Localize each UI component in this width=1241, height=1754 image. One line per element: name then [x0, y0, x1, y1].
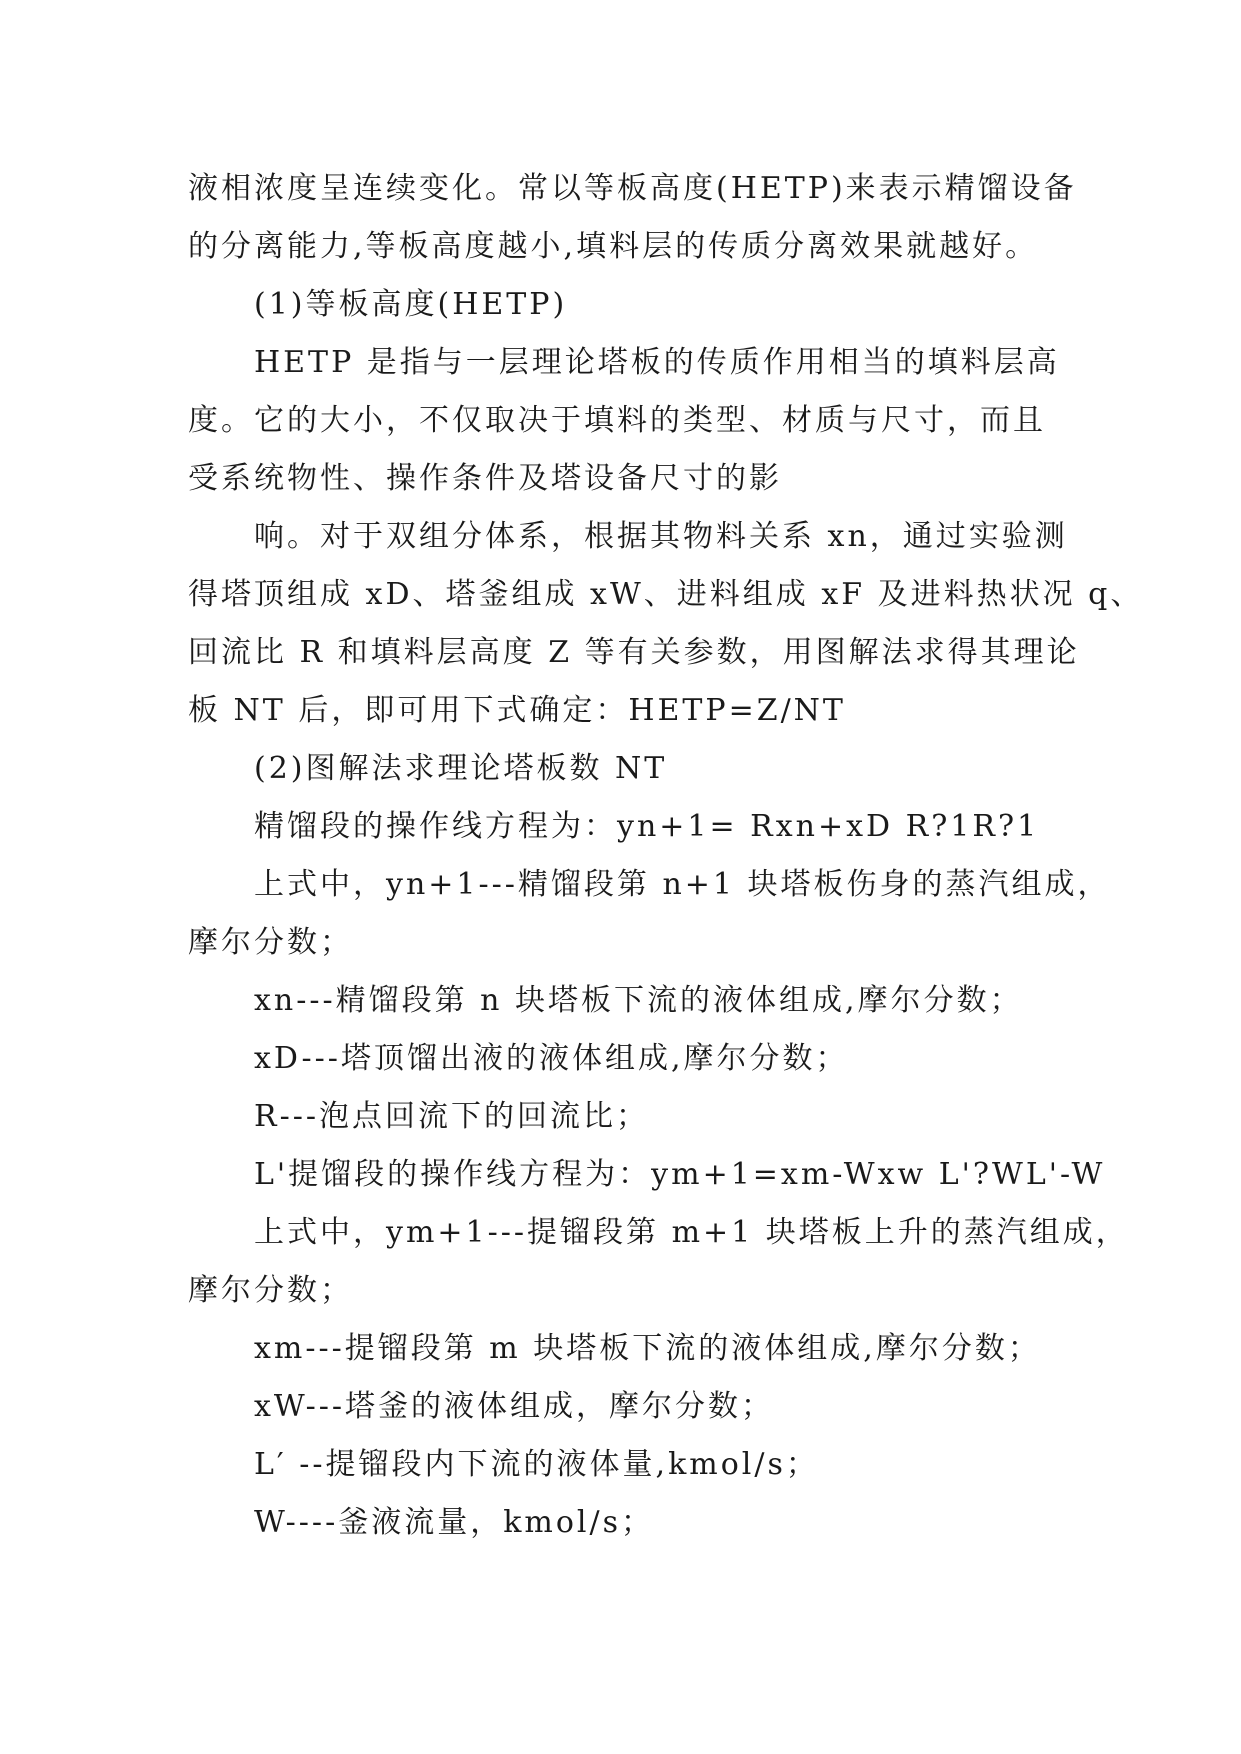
text-line: xD---塔顶馏出液的液体组成,摩尔分数； — [254, 1041, 849, 1076]
text-line: 得塔顶组成 xD、塔釜组成 xW、进料组成 xF 及进料热状况 q、 — [188, 577, 1144, 612]
text-line: 回流比 R 和填料层高度 Z 等有关参数，用图解法求得其理论 — [188, 635, 1080, 670]
text-line: HETP 是指与一层理论塔板的传质作用相当的填料层高 — [254, 345, 1060, 380]
text-line: 液相浓度呈连续变化。常以等板高度(HETP)来表示精馏设备 — [188, 171, 1077, 206]
text-line: L′ --提镏段内下流的液体量,kmol/s； — [254, 1447, 819, 1482]
text-line: R---泡点回流下的回流比； — [254, 1099, 649, 1134]
text-line: 精馏段的操作线方程为：yn+1= Rxn+xD R?1R?1 — [254, 809, 1040, 844]
text-line: 摩尔分数； — [188, 925, 353, 960]
text-line: xn---精馏段第 n 块塔板下流的液体组成,摩尔分数； — [254, 983, 1023, 1018]
text-line: L'提馏段的操作线方程为：ym+1=xm-Wxw L'?WL'-W — [254, 1157, 1106, 1192]
text-line: (2)图解法求理论塔板数 NT — [254, 751, 668, 786]
text-line: W----釜液流量，kmol/s； — [254, 1505, 654, 1540]
document-body — [188, 160, 1144, 1552]
text-line: 上式中，ym+1---提镏段第 m+1 块塔板上升的蒸汽组成， — [254, 1215, 1129, 1250]
text-line: 板 NT 后，即可用下式确定：HETP=Z/NT — [188, 693, 846, 728]
text-line: 受系统物性、操作条件及塔设备尺寸的影 — [188, 461, 782, 496]
text-line: xm---提镏段第 m 块塔板下流的液体组成,摩尔分数； — [254, 1331, 1041, 1366]
text-line: 的分离能力,等板高度越小,填料层的传质分离效果就越好。 — [188, 229, 1039, 264]
text-line: 上式中，yn+1---精馏段第 n+1 块塔板伤身的蒸汽组成， — [254, 867, 1111, 902]
text-line: 度。它的大小，不仅取决于填料的类型、材质与尺寸，而且 — [188, 403, 1046, 438]
text-line: xW---塔釜的液体组成，摩尔分数； — [254, 1389, 774, 1424]
text-line: (1)等板高度(HETP) — [254, 287, 568, 322]
text-line: 响。对于双组分体系，根据其物料关系 xn，通过实验测 — [254, 519, 1068, 554]
text-line: 摩尔分数； — [188, 1273, 353, 1308]
